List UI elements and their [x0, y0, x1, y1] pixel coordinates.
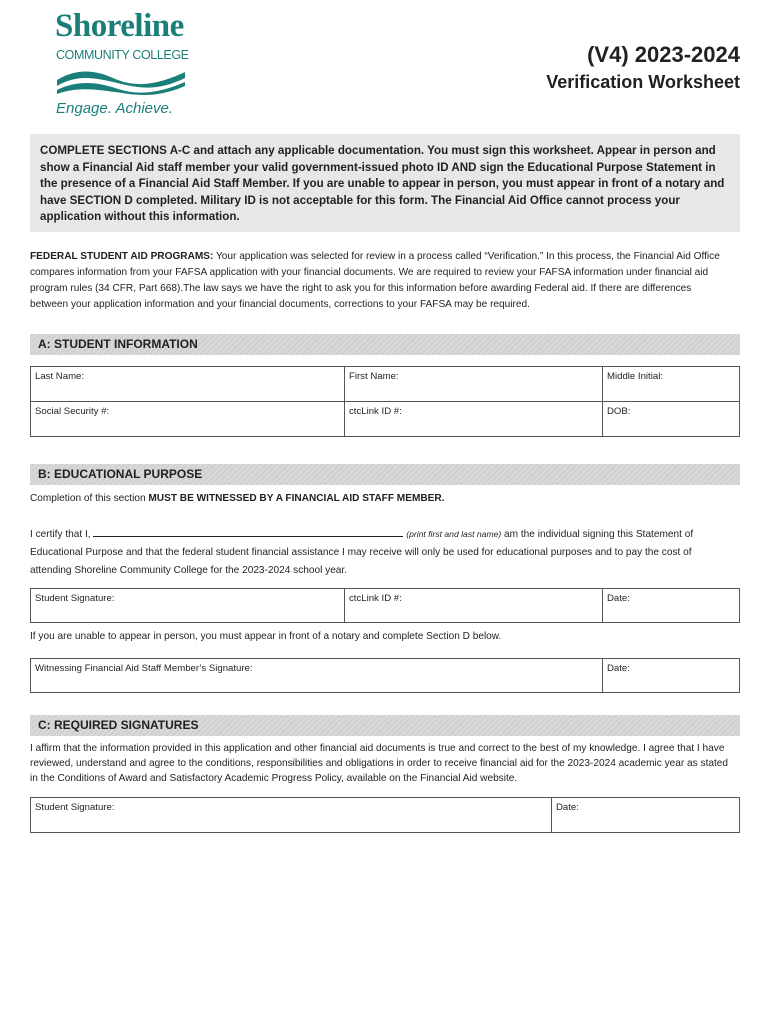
ssn-label: Social Security #: [35, 406, 110, 417]
wave-icon [55, 66, 187, 98]
student-signature-label: Student Signature: [35, 593, 115, 604]
certify-post: am the individual signing this Statement of [501, 529, 694, 540]
print-name-line[interactable] [93, 527, 403, 537]
intro-lead: FEDERAL STUDENT AID PROGRAMS: [30, 251, 214, 262]
c-date-field[interactable] [552, 798, 739, 832]
logo-tagline: Engage. Achieve. [56, 100, 174, 117]
certify-pre: I certify that I, [30, 529, 94, 540]
dob-field[interactable] [603, 402, 739, 436]
required-signature-table [30, 797, 740, 833]
last-name-label: Last Name: [35, 371, 85, 382]
staff-signature-label: Witnessing Financial Aid Staff Member’s Signature: [35, 663, 253, 674]
dob-label: DOB: [607, 406, 631, 417]
ctclink-field[interactable] [345, 402, 603, 436]
b-date-label: Date: [607, 593, 630, 604]
notary-text: If you are unable to appear in person, you must appear in front of a notary and complete Section D below. [30, 631, 502, 642]
middle-initial-label: Middle Initial: [607, 371, 663, 382]
intro-text: Your application was selected for review in a process called “Verification.” In this process, the Financial Aid Office compares information from your FAFSA application with your financial documents. We are required to review your FAFSA information under financial aid program rules (34 CFR, Part 668).The law says we have the right to ask you for this information before awarding Federal aid. If there are differences between your application information and your financial documents, corrections to your FAFSA may be required. [30, 251, 720, 310]
witness-requirement [30, 490, 730, 508]
b-ctclink-label: ctcLink ID #: [349, 593, 402, 604]
b-date-field[interactable] [603, 589, 739, 622]
ctclink-label: ctcLink ID #: [349, 406, 402, 417]
staff-signature-table [30, 658, 740, 693]
ssn-field[interactable] [31, 402, 345, 436]
instructions-box: COMPLETE SECTIONS A-C and attach any applicable documentation. You must sign this worksheet. Appear in person and show a Financial Aid staff member your valid government-issued photo ID AND sign the Educational Purpose Statement in the presence of a Financial Aid Staff Member. If you are unable to appear in person, you must appear in front of a notary and have SECTION D completed. Military ID is not acceptable for this form. The Financial Aid Office cannot process your application without this information. [30, 134, 740, 232]
staff-date-label: Date: [607, 663, 630, 674]
section-a-heading: A: STUDENT INFORMATION [30, 334, 740, 355]
staff-date-field[interactable] [603, 659, 739, 692]
student-signature-field[interactable] [31, 589, 345, 622]
b-ctclink-field[interactable] [345, 589, 603, 622]
form-title: Verification Worksheet [546, 72, 740, 92]
logo-subtitle: COMMUNITY COLLEGE [56, 48, 189, 62]
logo-name: Shoreline [55, 8, 184, 44]
college-logo [55, 8, 195, 116]
staff-signature-field[interactable] [31, 659, 603, 692]
c-student-signature-label: Student Signature: [35, 802, 115, 813]
first-name-label: First Name: [349, 371, 399, 382]
student-signature-table [30, 588, 740, 623]
print-name-hint: (print first and last name) [406, 529, 502, 539]
witness-bold: MUST BE WITNESSED BY A FINANCIAL AID STAFF MEMBER. [148, 493, 445, 504]
c-student-signature-field[interactable] [31, 798, 552, 832]
form-version: (V4) 2023-2024 [587, 42, 740, 67]
affirmation-text: I affirm that the information provided in this application and other financial aid documents is true and correct to the best of my knowledge. I agree that I have reviewed, understand and agree to the conditions, responsibilities and obligations in order to receive financial aid for the 2023-2024 academic year as stated in the Conditions of Award and Satisfactory Academic Progress Policy, available on the Financial Aid website. [30, 743, 729, 784]
first-name-field[interactable] [345, 367, 603, 401]
student-info-table [30, 366, 740, 437]
last-name-field[interactable] [31, 367, 345, 401]
middle-initial-field[interactable] [603, 367, 739, 401]
certify-line [30, 525, 730, 544]
c-date-label: Date: [556, 802, 579, 813]
witness-pre: Completion of this section [30, 493, 149, 504]
section-b-heading: B: EDUCATIONAL PURPOSE [30, 464, 740, 485]
intro-paragraph [30, 249, 730, 313]
certify-rest: Educational Purpose and that the federal student financial assistance I may receive will only be used for educational purposes and to pay the cost of attending Shoreline Community College for the 2023-2024 school year. [30, 547, 692, 576]
section-c-heading: C: REQUIRED SIGNATURES [30, 715, 740, 736]
